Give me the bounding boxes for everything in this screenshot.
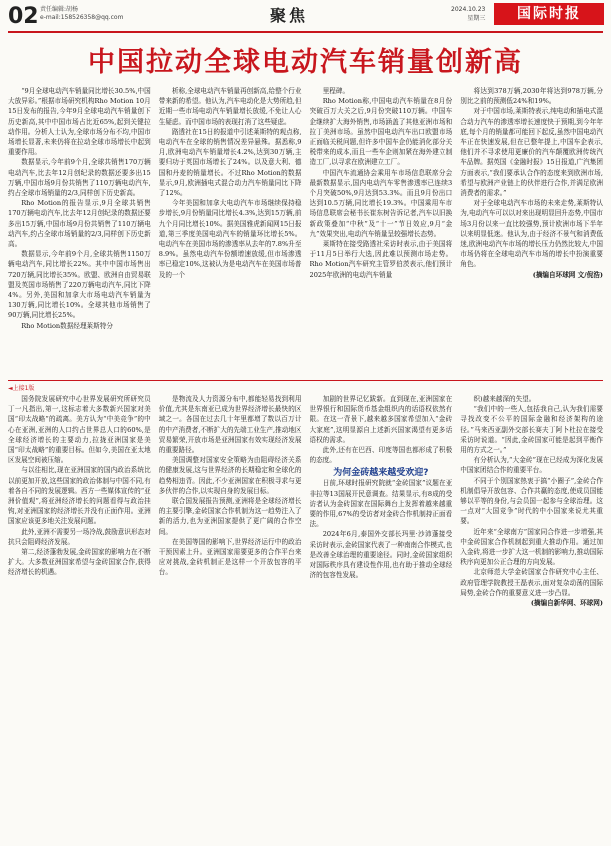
paragraph: 在美国等国的影响下,世界经济运行中的政治干预因素上升。亚洲国家需要更多的合作平台来应对挑战,金砖机制正是这样一个开放包容的平台。: [158, 537, 302, 577]
paragraph: 此外,还有在巴西、印度等国也都形成了积极的态度。: [309, 446, 453, 465]
paragraph: 对于中国市场,莱斯特表示,纯电动和插电式混合动力汽车的渗透率增长速度快于预期,到今年年底,每个月的销量都可能回下起反,虽然中国电动汽车正在快速发展,但在已整年提上,中国车企表示,他们并不寻求使用更廉价的汽车颠覆欧洲传统汽车品牌。据英国《金融时报》15日报道,广汽集团方面表示,“我们要承认合作的态度来到欧洲市场,希望与欧洲产业链上的伙伴进行合作,并满足欧洲消费者的需求。”: [460, 107, 603, 198]
paragraph: 加剧的世界记忆跋新。直到现在,亚洲国家在世界银行和国际货币基金组织内的话语权依然有限。在这一背景下,越来越多国家希望加入“金砖大家庭”,这明显源自上述新兴国家渴望有更多话语权的需求。: [309, 395, 453, 444]
paragraph: 析称,全球电动汽车销量再创新高,给整个行业带来新的希望。他认为,汽车电动化是大势所趋,但近期一些市场电动汽车销量增长放缓,不免让人心生疑虑。而中国市场的表现打消了这些疑虑。: [158, 87, 302, 126]
header-divider: [8, 31, 603, 33]
paragraph: 中国汽车流通协会乘用车市场信息联席分会最新数据显示,国内电动汽车零售渗透率已连续3个月突破50%,9月达到53.3%。而且9月份出口达到10.5万辆,同比增长19.3%。中国乘用车市场信息联席会秘书长崔东树告诉记者,汽车以旧换新政策叠加“中秋”及“十一”节日效应,9月“金九”效果突出,电动汽车销量呈较强增长态势。: [309, 168, 453, 238]
paragraph: 不同于个别国家热衷于搞“小圈子”,金砖合作机制倡导开放包容、合作共赢的态度,使成员国能够以平等的身份,与会员国一起参与全球治理。这一点对“大国竞争”时代的中小国家来说尤其重要。: [460, 476, 603, 526]
paragraph: 此外,亚洲不需要另一场冷战,鼓励意识形态对抗只会阻碍经济发展。: [8, 527, 151, 546]
paragraph: 美国调整对国家安全策略为由阻碍经济关系的健康发展,这与世界经济的长期稳定和全球化的趋势相违背。因此,不少亚洲国家在积极寻求与更多伙伴的合作,以实现自身的发展目标。: [158, 456, 302, 495]
article-column: [460, 86, 603, 376]
top-article: [8, 86, 603, 376]
paragraph: 对于全球电动汽车市场的未来走势,莱斯特认为,电动汽车可以以对来出现明显回升态势,中国市场3月份以来一直比较强势,预计欧洲市场下半年以来明显低迷。他认为,由于经济不景气和消费低迷,欧洲电动汽车市场的增长压力仍然比较大,中国市场仍将在全球电动汽车市场的增长中扮演重要角色。: [460, 199, 603, 269]
paragraph: 第二,经济蓬勃发展,金砖国家的影响力在不断扩大。大多数亚洲国家希望与金砖国家合作,获得经济增长的机遇。: [8, 548, 151, 577]
paragraph: 数据显示,今年前9个月,全球共销售1150万辆电动汽车,同比增长22%。其中中国市场售出720万辆,同比增长35%。欧盟、欧洲自由贸易联盟及英国市场销售了220万辆电动汽车,同比下降4%。另外,美国和加拿大市场电动汽车销量为130万辆,同比增长10%。全球其他市场销售了90万辆,同比增长25%。: [8, 250, 151, 320]
paragraph: Rho Motion数据经理莱斯特分: [21, 321, 113, 330]
paragraph: 今年美国和加拿大电动汽车市场继续保持稳步增长,9月份销量同比增长4.3%,达到15万辆,前九个月同比增长10%。据美国雅虎新闻网15日报道,第三季度美国电动汽车的销量环比增长5%。电动汽车在美国市场的渗透率从去年的7.8%升至8.9%。虽然电动汽车份额增速放缓,但市场渗透率已稳定10%,这被认为是电动汽车在美国市场普及的一个: [158, 199, 302, 279]
editor-email: e-mail:158526358@qq.com: [40, 14, 124, 21]
page-number: 02: [8, 4, 39, 29]
article-column: [159, 86, 302, 376]
paragraph: 里程碑。: [322, 87, 350, 95]
paragraph: 联合国发展报告预测,亚洲将是全球经济增长的主要引擎,金砖国家合作机制为这一趋势注入了新的活力,也为亚洲国家提供了更广阔的合作空间。: [158, 497, 302, 536]
article-column: [8, 86, 151, 376]
headline: 中国拉动全球电动汽车销量创新高: [88, 47, 523, 78]
article-column: [8, 394, 151, 838]
page-header: [0, 0, 611, 30]
byline: (摘编自环球网 文/倪浩): [532, 270, 603, 279]
editor-name: 责任编辑:胡杨: [40, 6, 79, 13]
paragraph: 国务院发展研究中心世界发展研究所研究员丁一凡指出,第一,这标志着大多数新兴国家对美国“印太战略”的疏离。美方认为“中美竞争”的中心在亚洲,亚洲的人口约占世界总人口的60%,是全球经济增长的主要动力,拉拢亚洲国家是美国“印太战略”的重要目标。但如今,美国在亚太地区发展空间被压缩。: [8, 395, 151, 465]
issue-date: [451, 5, 485, 23]
paragraph: 近年来“全球南方”国家同合作进一步增强,其中金砖国家合作机制起到重大推动作用。通过加入金砖,将进一步扩大这一机制的影响力,推动国际秩序向更加公正合理的方向发展。: [460, 527, 603, 567]
byline: (摘编自新华网、环球网): [530, 599, 603, 608]
paragraph: Rho Motion称,中国电动汽车销量在8月份突破百万大关之后,9月份突破110万辆。中国车企继续扩大海外销售,市场涵盖了其他亚洲市场和拉丁美洲市场。虽然中国电动汽车出口欧盟市场正面临关税问题,但许多中国车企仍能消化部分关税带来的成本,而且一些车企则加紧在海外建立制造工厂,以寻求在欧洲建立工厂。: [309, 97, 453, 167]
date-text: 2024.10.23: [451, 6, 486, 13]
paragraph: 织)越来越深的失望。: [473, 395, 536, 403]
paragraph: 日前,环球时报研究院就“金砖国家”议题在亚非拉等13国展开民意调查。结果显示,有8成的受访者认为金砖国家在国际舞台上发挥着越来越重要的作用,67%的受访者对金砖合作机制持正面看法。: [309, 479, 453, 529]
paragraph: 数据显示,今年前9个月,全球共销售170万辆电动汽车,比去年12月创纪录的数据还要多出15万辆,中国市场9月份共销售了110万辆电动汽车,约占全球市场销量的2/3,同样创下历史新高。: [8, 158, 151, 198]
paragraph: 北京师范大学金砖国家合作研究中心主任、政府管理学院教授王磊表示,面对复杂动荡的国际局势,金砖合作的重要意义进一步凸显。: [460, 568, 603, 597]
article-column: [159, 394, 302, 838]
bottom-article: [8, 394, 603, 838]
article-column: [460, 394, 603, 838]
paragraph: Rho Motion的报告显示,9月全球共销售170万辆电动汽车,比去年12月创纪录的数据还要多出15万辆,中国市场9月份共销售了110万辆电动汽车,约占全球市场销量的2/3,同样创下历史新高。: [8, 199, 151, 249]
editor-info: [40, 6, 123, 22]
article-column: [310, 86, 453, 376]
paragraph: 与以往相比,现在亚洲国家的国内政治系统比以前更加开放,这些国家的政治体制与中国不同,有着各自不同的发展逻辑。西方一些媒体宣传的“亚洲价值观”,将亚洲经济增长的问题看得与政治挂钩,对亚洲国家的经济增长并没有正面作用。亚洲国家应该更多地关注发展问题。: [8, 466, 151, 526]
paragraph: 是物流及人力资源分布中,都能轻易找到利用价值,尤其是东南亚已成为世界经济增长最快的区域之一。各国在过去几十年里都增了数以百万计的中产消费者,不断扩大的先端工业生产,推动地区贸易繁荣,开放市场是亚洲国家有效实现经济发展的重要路径。: [158, 395, 302, 455]
weekday-text: 星期三: [467, 15, 486, 22]
paragraph: 2024年6月,泰国外交部长玛里·沙沛蓬接受采访时表示,金砖国家代表了一种南南合作模式,也是改善全球治理的重要途径。同时,金砖国家组织对国际秩序具有建设性作用,也有助于推动全球经济的包容性发展。: [309, 530, 453, 580]
newspaper-logo: 国际时报: [494, 3, 604, 25]
paragraph: 将达到378万辆,2030年将达到978万辆,分别比之前的预测低24%和19%。: [460, 87, 603, 106]
article-column: [310, 394, 453, 838]
paragraph: 莱斯特在接受路透社采访时表示,由于美国将于11月5日举行大选,因此难以预测市场走势。Rho Motion汽车研究主管罗伯茨表示,他们预计2025年欧洲的电动汽车销量: [309, 240, 453, 279]
section-divider: [8, 380, 603, 381]
paragraph: “我们中的一些人,包括我自己,认为我们需要寻找改变不公平的国际金融和经济架构的途径。”马来西亚副外交部长赛夫丁阿卜杜拉在接受采访时说道。“因此,金砖国家可能是起到平衡作用的方式之一。”: [460, 405, 603, 455]
subheading: 为何金砖越来越受欢迎?: [333, 468, 429, 479]
paragraph: 有分析认为,“大金砖”现在已经成为深化发展中国家团结合作的重要平台。: [460, 456, 603, 475]
paragraph: 路透社在15日的报道中引述莱斯特的观点称,电动汽车在全球的销售情况差异悬殊。据悉称,9月,欧洲电动汽车销量增长4.2%,达到30万辆,主要归功于英国市场增长了24%。以及意大利、德国和丹麦的销量增长。不过Rho Motion的数据显示,9月,欧洲插电式混合动力汽车销量同比下降了12%。: [158, 127, 302, 198]
continued-label: ◄上接1版: [8, 385, 35, 392]
paragraph: “9月全球电动汽车销量同比增长30.5%,中国大放异彩。”根据市场研究机构Rho Motion 10月15日发布的报告,今年9月全球电动汽车销量创下历史新高,其中中国市场占比近65%,起到关键拉动作用。分析人士认为,全球市场分布不均,中国市场增长显著,未来仍将在拉动全球市场增长中起到重要作用。: [8, 87, 151, 157]
section-title: 聚焦: [270, 6, 309, 25]
